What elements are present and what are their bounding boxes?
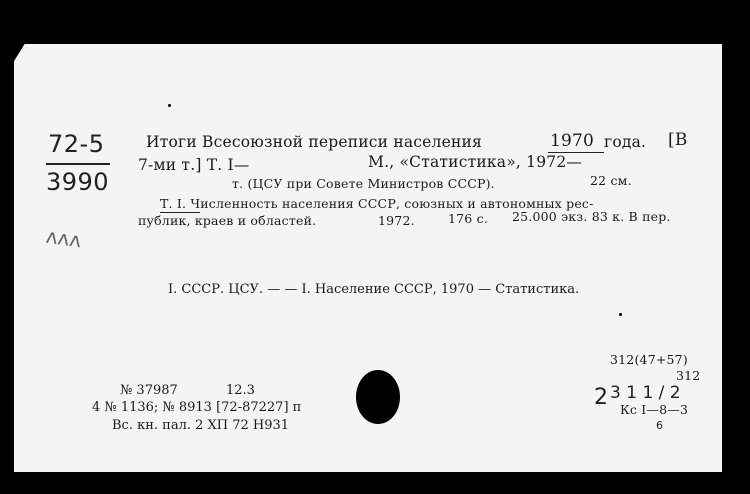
title-line1-year: 1970 [550, 131, 595, 151]
call-number-divider [46, 163, 110, 165]
speck [168, 104, 171, 107]
punch-hole [356, 370, 400, 424]
title-line3-size: 22 см. [590, 173, 632, 188]
subject-headings: I. СССР. ЦСУ. — — I. Население СССР, 1970 — Статистика. [168, 282, 580, 297]
title-line2-b: М., «Статистика», 1972— [368, 153, 583, 171]
call-number-smudge: ᴧᴧᴧ [44, 223, 84, 253]
classification-hand-d: 6 [656, 419, 663, 432]
volume-line2-b: 1972. [378, 213, 415, 228]
print-line1-code: 12.3 [226, 383, 255, 398]
volume-line2-d: 25.000 экз. 83 к. В пер. [512, 209, 671, 224]
print-line3: Вс. кн. пал. 2 ХП 72 Н931 [112, 418, 290, 433]
title-line1-a: Итоги Всесоюзной переписи населения [146, 133, 483, 151]
call-number-line1: 72-5 [48, 130, 105, 158]
volume-line2-a: публик, краев и областей. [138, 213, 317, 228]
print-line2: 4 № 1136; № 8913 [72-87227] п [92, 400, 302, 415]
call-number-line2: 3990 [46, 168, 110, 196]
classification-sub: 312 [676, 368, 701, 383]
print-line1-no: № 37987 [120, 383, 178, 398]
title-line3: т. (ЦСУ при Совете Министров СССР). [232, 176, 495, 191]
volume-line1: Т. I. Численность населения СССР, союзных и автономных рес- [160, 196, 594, 211]
volume-line2-c: 176 с. [448, 211, 489, 226]
classification-hand-b: 3 1 1 / 2 [610, 383, 681, 403]
classification-main: 312(47+57) [610, 352, 688, 367]
title-line2-a: 7-ми т.] Т. I— [138, 156, 250, 174]
title-line1-c: [В [668, 130, 688, 150]
classification-hand-a: 2 [594, 385, 608, 410]
title-line1-b: года. [604, 133, 647, 151]
speck [619, 313, 622, 316]
classification-hand-c: Кс I—8—3 [620, 402, 689, 417]
